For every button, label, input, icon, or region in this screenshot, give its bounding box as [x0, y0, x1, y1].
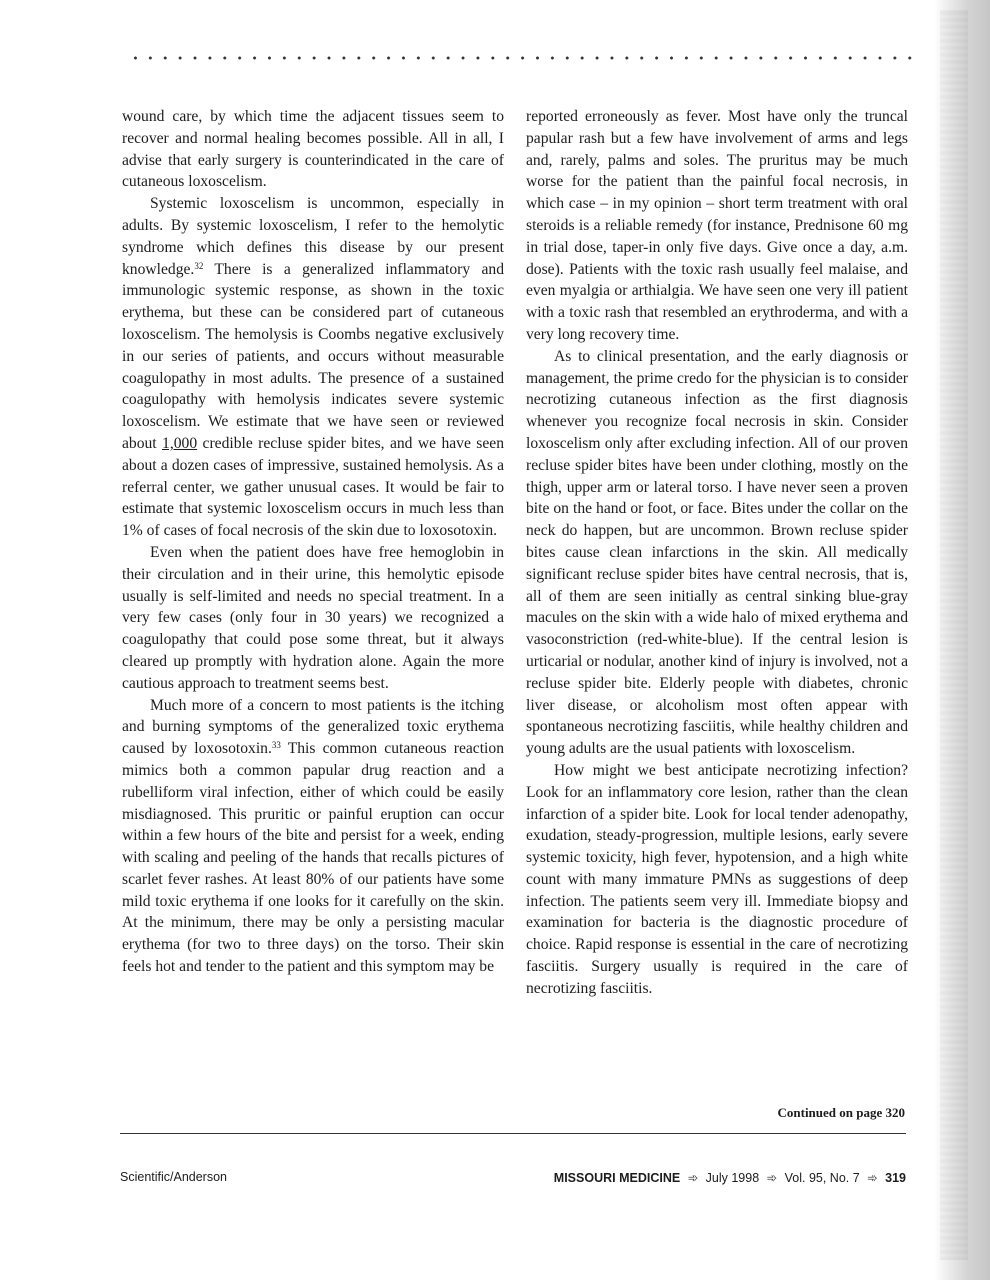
arrow-separator-icon: ➾	[867, 1171, 878, 1185]
reference-superscript: 33	[271, 740, 281, 751]
paragraph: Systemic loxoscelism is uncommon, especially in adults. By systemic loxoscelism, I refer to the hemolytic syndrome which defines this disease by our present knowledge.$^{32}$ There is a generalized inflammatory and immunologic systemic response, as shown in the toxic erythema, but these can be considered part of cutaneous loxoscelism. The hemolysis is Coombs negative exclusively in our series of patients, and occurs without measurable coagulopathy in most adults. The presence of a sustained coagulopathy with hemolysis indicates severe systemic loxoscelism. We estimate that we have seen or reviewed about 1,000 credible recluse spider bites, and we have seen about a dozen cases of impressive, sustained hemolysis. As a referral center, we gather unusual cases. It would be fair to estimate that systemic loxoscelism occurs in much less than 1% of cases of focal necrosis of the skin due to loxosotoxin.	[122, 195, 504, 540]
arrow-separator-icon: ➾	[766, 1171, 778, 1185]
continued-on-note: Continued on page 320	[777, 1105, 905, 1120]
right-column	[526, 106, 908, 1000]
underlined-number: 1,000	[162, 434, 198, 452]
paragraph: How might we best anticipate necrotizing infection? Look for an inflammatory core lesion, rather than the clean infarction of a spider bite. Look for local tender adenopathy, exudation, steady-progression, multiple lesions, early severe systemic toxicity, high fever, hypotension, and a high white count with many immature PMNs as suggestions of deep infection. The patients seem very ill. Immediate biopsy and examination for bacteria is the diagnostic procedure of choice. Rapid response is essential in the care of necrotizing fasciitis. Surgery usually is required in the care of necrotizing fasciitis.	[526, 761, 908, 997]
paragraph: As to clinical presentation, and the early diagnosis or management, the prime credo for the physician is to consider necrotizing cutaneous infection as the first diagnosis whenever you recognize focal necrosis in skin. Consider loxoscelism only after excluding infection. All of our proven recluse spider bites have been under clothing, mostly on the thigh, upper arm or lateral torso. I have never seen a proven bite on the hand or foot, or face. Bites under the collar on the neck do happen, but are uncommon. Brown recluse spider bites cause clean infarctions in the skin. All medically significant recluse spider bites have central necrosis, that is, all of them are seen initially as central sinking blue-gray macules on the skin with a wide halo of mixed erythema and vasoconstriction (red-white-blue). If the central lesion is urticarial or nodular, another kind of injury is involved, not a recluse spider bite. Elderly people with diabetes, chronic liver disease, or alcoholism most often appear with spontaneous necrotizing fasciitis, while healthy children and young adults are the usual patients with loxoscelism.	[526, 347, 908, 758]
paragraph: Much more of a concern to most patients is the itching and burning symptoms of the generalized toxic erythema caused by loxosotoxin.$^{33}$ This common cutaneous reaction mimics both a common papular drug reaction and a rubelliform viral infection, either of which could be easily misdiagnosed. This pruritic or painful eruption can occur within a few hours of the bite and persist for a week, ending with scaling and peeling of the hands that recalls pictures of scarlet fever rashes. At least 80% of our patients have some mild toxic erythema if one looks for it carefully on the skin. At the minimum, there may be only a persisting macular erythema (for two to three days) on the torso. Their skin feels hot and tender to the patient and this symptom may be	[122, 696, 504, 976]
paragraph: Even when the patient does have free hemoglobin in their circulation and in their urine, this hemolytic episode usually is self-limited and needs no special treatment. In a very few cases (only four in 30 years) we recognized a coagulopathy that could pose some threat, but it always cleared up promptly with hydration alone. Again the more cautious approach to treatment seems best.	[122, 543, 504, 692]
volume-issue: Vol. 95, No. 7	[784, 1171, 860, 1185]
arrow-separator-icon: ➾	[687, 1171, 699, 1185]
reference-superscript: 32	[194, 260, 204, 271]
page-number: 319	[885, 1171, 906, 1185]
paragraph: reported erroneously as fever. Most have only the truncal papular rash but a few have involvement of arms and legs and, rarely, palms and soles. The pruritus may be much worse for the patient than the painful focal necrosis, in which case – in my opinion – short term treatment with oral steroids is a reliable remedy (for instance, Prednisone 60 mg in trial dose, taper-in only five days. Give once a day, a.m. dose). Patients with the toxic rash usually feel malaise, and even myalgia or arthialgia. We have seen one very ill patient with a toxic rash that resembled an erythroderma, and with a very long recovery time.	[526, 108, 908, 343]
journal-footer	[500, 1170, 906, 1185]
left-column	[122, 106, 504, 978]
paragraph: wound care, by which time the adjacent tissues seem to recover and normal healing becomes possible. All in all, I advise that early surgery is counterindicated in the care of cutaneous loxoscelism.	[122, 108, 504, 191]
dotted-header-rule	[128, 56, 914, 60]
section-author-label: Scientific/Anderson	[120, 1170, 228, 1184]
scan-shadow-texture	[940, 10, 968, 1260]
journal-name: MISSOURI MEDICINE	[553, 1171, 681, 1185]
footer-rule	[120, 1133, 906, 1134]
issue-date: July 1998	[705, 1171, 760, 1185]
